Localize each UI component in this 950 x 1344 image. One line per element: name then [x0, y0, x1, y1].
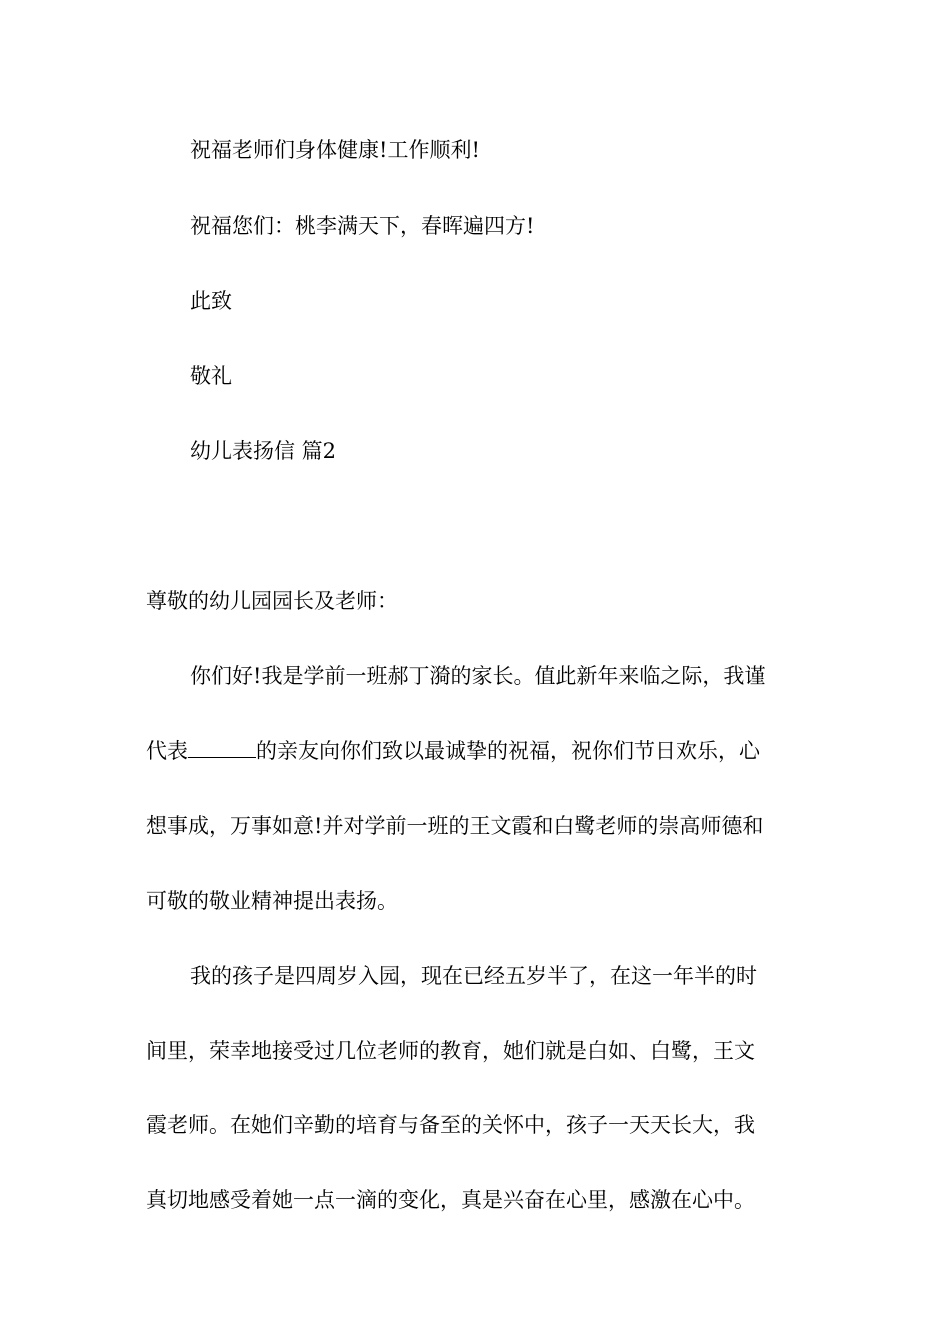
- section-heading: 幼儿表扬信 篇2: [190, 439, 337, 463]
- salutation: 尊敬的幼儿园园长及老师：: [146, 589, 398, 613]
- paragraph-1-line-3: 想事成，万事如意!并对学前一班的王文霞和白鹭老师的崇高师德和: [146, 814, 764, 838]
- paragraph-1-line-2-end: 的亲友向你们致以最诚挚的祝福，祝你们节日欢乐，心: [256, 739, 760, 763]
- paragraph-2-line-4: 真切地感受着她一点一滴的变化，真是兴奋在心里，感激在心中。: [146, 1188, 755, 1212]
- paragraph-2-line-3: 霞老师。在她们辛勤的培育与备至的关怀中，孩子一天天长大，我: [146, 1113, 755, 1137]
- closing-cizhi: 此致: [190, 289, 232, 313]
- closing-jingli: 敬礼: [190, 364, 232, 388]
- paragraph-2-line-2: 间里，荣幸地接受过几位老师的教育，她们就是白如、白鹭，王文: [146, 1039, 755, 1063]
- paragraph-1-line-4: 可敬的敬业精神提出表扬。: [146, 889, 398, 913]
- fill-in-blank: [188, 737, 256, 758]
- paragraph-2-line-1: 我的孩子是四周岁入园，现在已经五岁半了，在这一年半的时: [190, 964, 757, 988]
- closing-wish-peaches: 祝福您们：桃李满天下，春晖遍四方!: [190, 214, 535, 238]
- paragraph-1-line-1: 你们好!我是学前一班郝丁漪的家长。值此新年来临之际，我谨: [190, 664, 766, 688]
- closing-wish-health: 祝福老师们身体健康!工作顺利!: [190, 138, 480, 162]
- paragraph-1-line-2-start: 代表: [146, 739, 188, 763]
- paragraph-1-line-2: [146, 737, 760, 765]
